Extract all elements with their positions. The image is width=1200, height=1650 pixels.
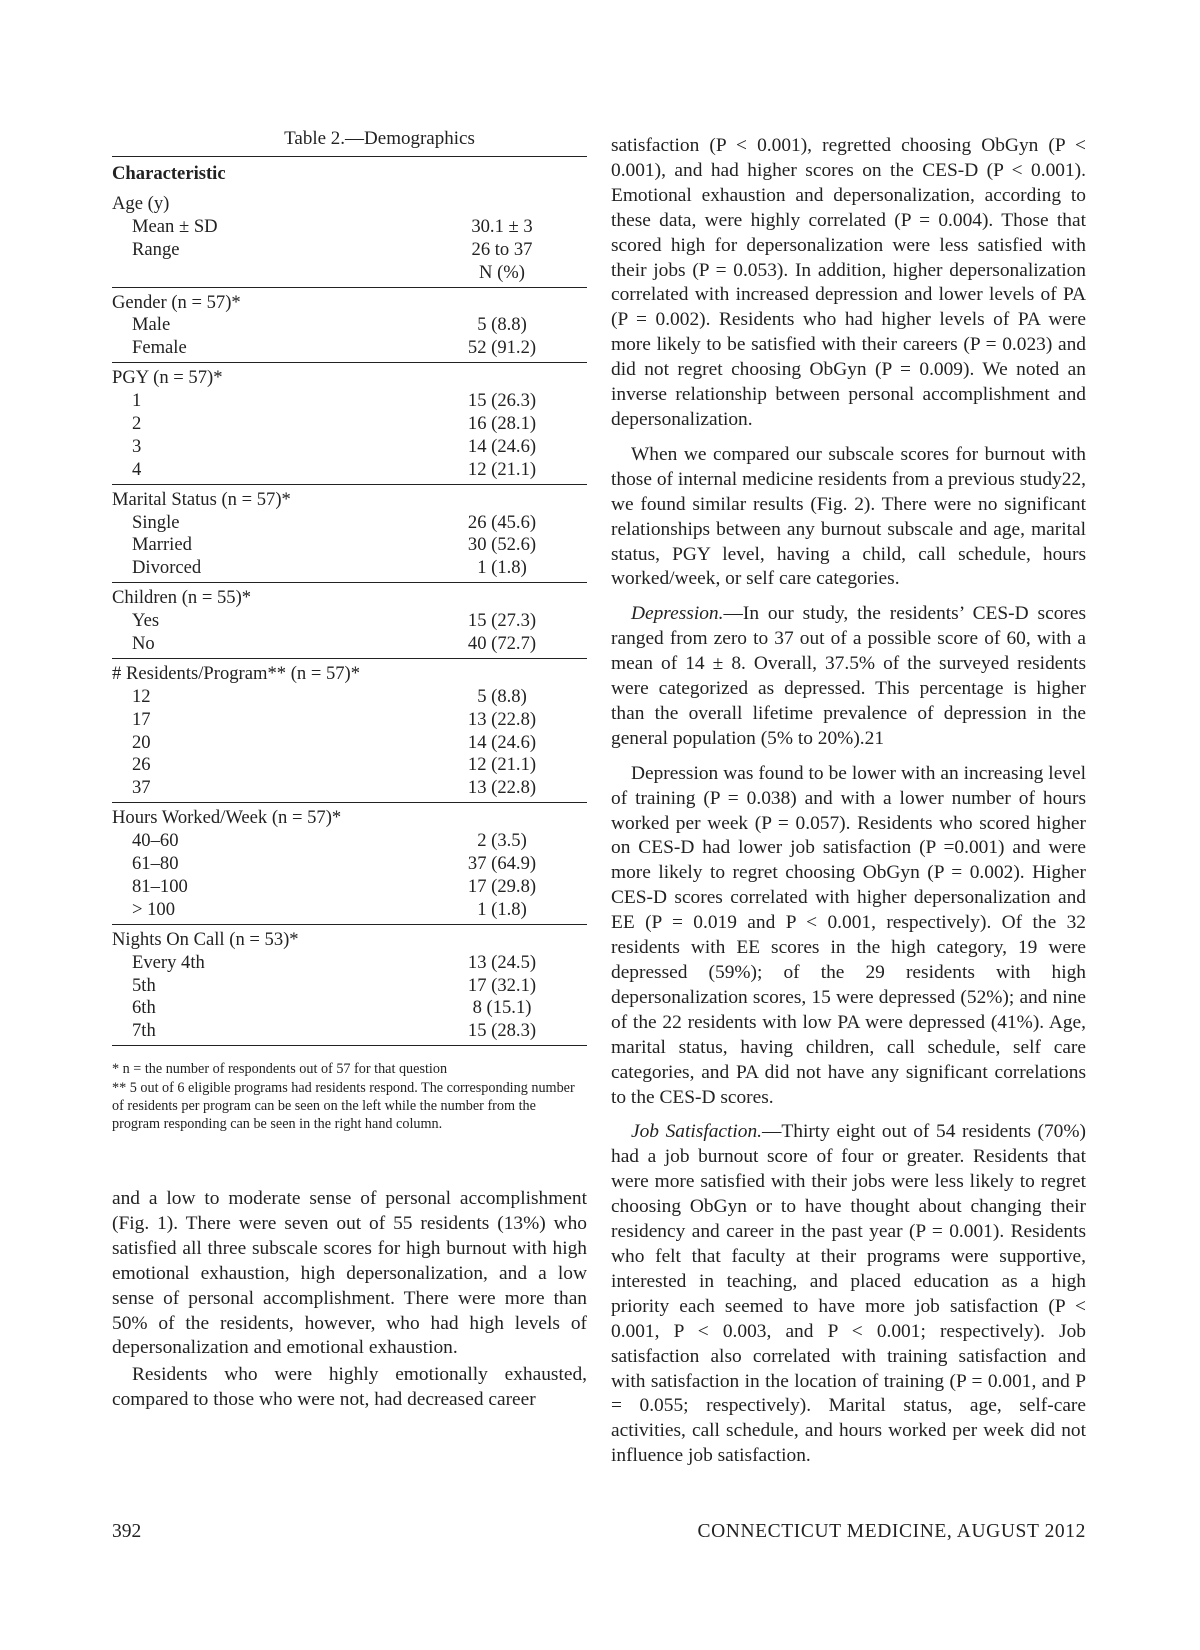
table-rule	[112, 1045, 587, 1046]
row-label: 40–60	[132, 830, 179, 852]
table-row	[112, 777, 587, 800]
row-value: 37 (64.9)	[467, 853, 537, 875]
paragraph: and a low to moderate sense of personal accomplishment (Fig. 1). There were seven out of 55 residents (13%) who satisfied all three subscale scores for high burnout with high emotional exhaustion, high depersonalization, and a low sense of personal accomplishment. There were more than 50% of the residents, however, who had high levels of depersonalization and emotional exhaustion.	[112, 1188, 587, 1359]
section-heading: Depression.	[631, 603, 724, 625]
row-value: N (%)	[479, 261, 525, 283]
row-value: 15 (28.3)	[467, 1020, 537, 1042]
table-group-row	[112, 663, 587, 686]
row-label: Every 4th	[132, 951, 205, 973]
row-value: 12 (21.1)	[467, 458, 537, 480]
row-value: 12 (21.1)	[467, 754, 537, 776]
page-number: 392	[112, 1521, 142, 1542]
table-section	[112, 924, 587, 1045]
row-value: 13 (22.8)	[467, 708, 537, 730]
row-label: 4	[132, 458, 142, 480]
table-group-row	[112, 489, 587, 512]
right-body-text	[611, 134, 1086, 1469]
row-value: 40 (72.7)	[467, 633, 537, 655]
row-value: 26 to 37	[471, 238, 533, 260]
row-label: Female	[132, 337, 187, 359]
table-row	[112, 413, 587, 436]
row-value: 52 (91.2)	[467, 337, 537, 359]
table-section	[112, 582, 587, 658]
table-row	[112, 534, 587, 557]
footnote: ** 5 out of 6 eligible programs had residents respond. The corresponding number of residents per program can be seen on the left while the number from the program responding can be seen in the right hand column.	[112, 1079, 575, 1133]
row-value: 26 (45.6)	[467, 511, 537, 533]
group-label: Nights On Call (n = 53)*	[112, 928, 299, 950]
row-label: > 100	[132, 898, 176, 920]
row-label: 61–80	[132, 853, 179, 875]
table-section	[112, 658, 587, 802]
row-label: 81–100	[132, 875, 188, 897]
table-row	[112, 262, 587, 285]
row-value: 5 (8.8)	[477, 685, 527, 707]
group-label: Marital Status (n = 57)*	[112, 488, 291, 510]
paragraph: When we compared our subscale scores for burnout with those of internal medicine residents from a previous study22, we found similar results (Fig. 2). There were no significant relationships between any burnout subscale and age, marital status, PGY level, having a child, call schedule, hours worked/week, or self care categories.	[611, 443, 1086, 590]
table-section	[112, 287, 587, 363]
row-value: 2 (3.5)	[477, 830, 527, 852]
table-row	[112, 952, 587, 975]
table-group-row	[112, 292, 587, 315]
row-label: 1	[132, 390, 142, 412]
row-label: 5th	[132, 974, 156, 996]
row-label: 26	[132, 754, 151, 776]
table-row	[112, 436, 587, 459]
row-label: Married	[132, 534, 192, 556]
table-row	[112, 633, 587, 656]
group-label: # Residents/Program** (n = 57)*	[112, 662, 361, 684]
table-header: Characteristic	[112, 163, 226, 184]
group-label: Age (y)	[112, 193, 170, 214]
row-label: Mean ± SD	[132, 215, 218, 237]
section-heading: Job Satisfaction.	[631, 1121, 763, 1143]
table-group-row	[112, 929, 587, 952]
row-label: Male	[132, 314, 171, 336]
table-row	[112, 337, 587, 360]
row-value: 5 (8.8)	[477, 314, 527, 336]
group-label: Hours Worked/Week (n = 57)*	[112, 807, 342, 829]
table-group-row	[112, 807, 587, 830]
left-body-text	[112, 1187, 587, 1413]
footnote: * n = the number of respondents out of 57 for that question	[112, 1061, 448, 1078]
table-row	[112, 997, 587, 1020]
row-value: 14 (24.6)	[467, 435, 537, 457]
group-label: Gender (n = 57)*	[112, 291, 241, 313]
table-section	[112, 189, 587, 287]
row-value: 15 (27.3)	[467, 610, 537, 632]
table-row	[112, 754, 587, 777]
paragraph-text: —Thirty eight out of 54 residents (70%) had a job burnout score of four or greater. Residents that were more satisfied with their jobs were less likely to regret choosing ObGyn or to have thought about changing their residency and career in the past year (P = 0.001). Residents who felt that faculty at their programs were supportive, interested in teaching, and placed education as a high priority each seemed to have more job satisfaction (P < 0.001, P < 0.003, and P < 0.001; respectively). Job satisfaction also correlated with training satisfaction and with satisfaction in the location of training (P = 0.001, and P = 0.055; respectively). Marital status, age, self-care activities, call schedule, and hours worked per week did not influence job satisfaction.	[611, 1121, 1086, 1467]
row-label: 12	[132, 685, 151, 707]
table-row	[112, 1020, 587, 1043]
row-value: 30.1 ± 3	[471, 215, 533, 237]
paragraph-job-satisfaction	[611, 1120, 1086, 1469]
row-value: 15 (26.3)	[467, 390, 537, 412]
row-value: 16 (28.1)	[467, 413, 537, 435]
table-row	[112, 314, 587, 337]
row-label: 2	[132, 413, 142, 435]
table-row	[112, 239, 587, 262]
table-row	[112, 830, 587, 853]
row-label: No	[132, 633, 155, 655]
table-row	[112, 876, 587, 899]
table-group-row	[112, 367, 587, 390]
row-label	[112, 262, 427, 285]
group-label: PGY (n = 57)*	[112, 367, 223, 389]
row-label: 37	[132, 777, 151, 799]
row-value: 13 (24.5)	[467, 951, 537, 973]
row-value: 30 (52.6)	[467, 534, 537, 556]
table-row	[112, 686, 587, 709]
table-row	[112, 899, 587, 922]
table-row	[112, 557, 587, 580]
table-section	[112, 802, 587, 923]
table-row	[112, 390, 587, 413]
table-row	[112, 216, 587, 239]
row-value: 1 (1.8)	[477, 557, 527, 579]
row-label: Yes	[132, 610, 160, 632]
row-value: 14 (24.6)	[467, 731, 537, 753]
demographics-table	[112, 128, 587, 1134]
row-label: 7th	[132, 1020, 156, 1042]
row-value: 17 (32.1)	[467, 974, 537, 996]
table-row	[112, 853, 587, 876]
table-title: Table 2.—Demographics	[284, 128, 475, 149]
table-section	[112, 484, 587, 583]
journal-footer: CONNECTICUT MEDICINE, AUGUST 2012	[697, 1521, 1086, 1542]
table-group-row	[112, 587, 587, 610]
table-section	[112, 362, 587, 483]
paragraph: satisfaction (P < 0.001), regretted choosing ObGyn (P < 0.001), and had higher scores on the CES-D (P < 0.001). Emotional exhaustion and depersonalization, according to these data, were highly correlated (P = 0.004). Those that scored high for depersonalization were less satisfied with their jobs (P = 0.053). In addition, higher depersonalization correlated with increased depression and lower levels of PA (P = 0.002). Residents who had higher levels of PA were more likely to be satisfied with their careers (P = 0.023) and did not regret choosing ObGyn (P = 0.009). We noted an inverse relationship between personal accomplishment and depersonalization.	[611, 135, 1086, 430]
row-label: Single	[132, 511, 180, 533]
table-row	[112, 732, 587, 755]
row-label: Divorced	[132, 557, 202, 579]
row-value: 13 (22.8)	[467, 777, 537, 799]
table-body	[112, 189, 587, 1045]
row-value: 8 (15.1)	[472, 997, 532, 1019]
table-row	[112, 512, 587, 535]
row-label: Range	[132, 238, 180, 260]
table-row	[112, 975, 587, 998]
paragraph-depression	[611, 602, 1086, 751]
row-label: 3	[132, 435, 142, 457]
table-row	[112, 459, 587, 482]
row-label: 20	[132, 731, 151, 753]
table-footnotes	[112, 1060, 587, 1134]
row-label: 17	[132, 708, 151, 730]
group-label: Children (n = 55)*	[112, 587, 252, 609]
row-value: 1 (1.8)	[477, 898, 527, 920]
table-group-row	[112, 193, 587, 216]
table-row	[112, 709, 587, 732]
paragraph: Depression was found to be lower with an increasing level of training (P = 0.038) and with a lower number of hours worked per week (P = 0.057). Residents who scored higher on CES-D had lower job satisfaction (P =0.001) and were more likely to regret choosing ObGyn (P = 0.002). Higher CES-D scores correlated with higher depersonalization and EE (P = 0.019 and P < 0.001, respectively). Of the 32 residents with EE scores in the high category, 19 were depressed (59%); of the 29 residents with high depersonalization scores, 15 were depressed (52%); and nine of the 22 residents with low PA were depressed (41%). Age, marital status, having children, call schedule, self care categories, and PA did not have any significant correlations to the CES-D scores.	[611, 762, 1086, 1108]
paragraph-text: —In our study, the residents’ CES-D scores ranged from zero to 37 out of a possible score of 60, with a mean of 14 ± 8. Overall, 37.5% of the surveyed residents were categorized as depressed. This percentage is higher than the overall lifetime prevalence of depression in the general population (5% to 20%).21	[611, 603, 1086, 749]
row-value: 17 (29.8)	[467, 875, 537, 897]
paragraph: Residents who were highly emotionally exhausted, compared to those who were not, had decreased career	[112, 1364, 587, 1411]
row-label: 6th	[132, 997, 156, 1019]
table-row	[112, 610, 587, 633]
